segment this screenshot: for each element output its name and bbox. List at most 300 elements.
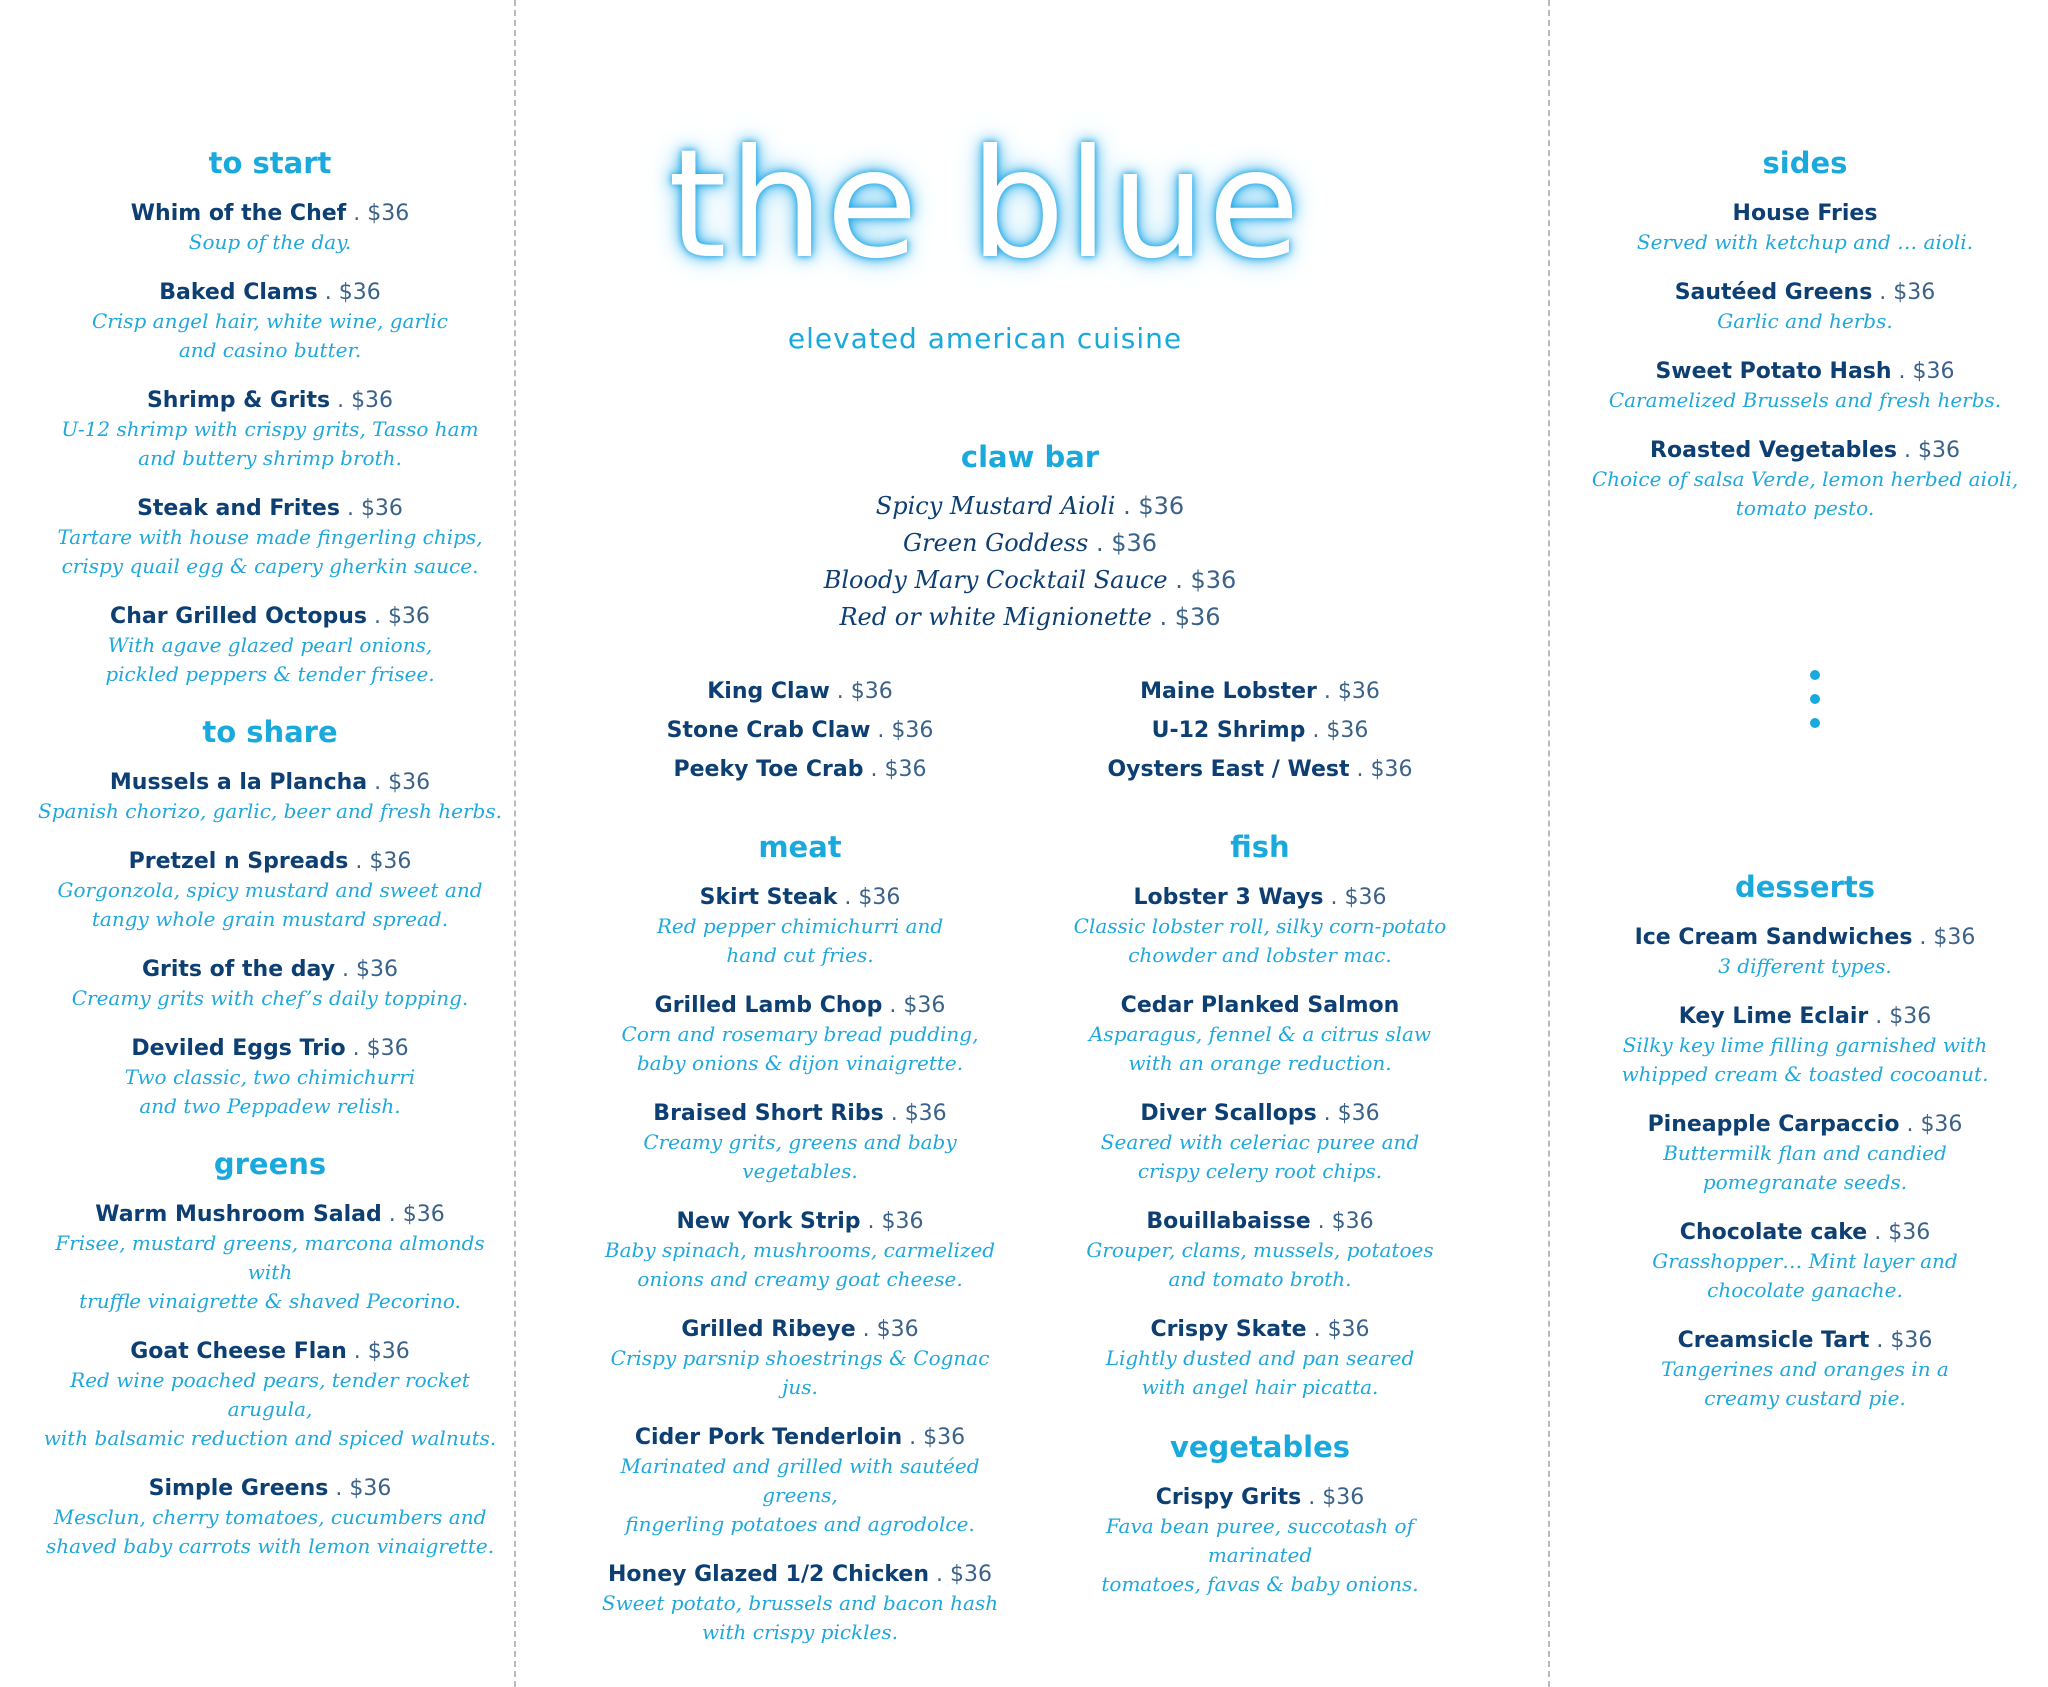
- price-separator: .: [1301, 1485, 1323, 1510]
- item-price: $36: [903, 993, 946, 1018]
- left-column: [30, 146, 510, 1583]
- price-separator: .: [328, 1476, 350, 1501]
- item-price: $36: [1889, 1004, 1932, 1029]
- item-description: chowder and lobster mac.: [1128, 943, 1392, 967]
- item-name: Mussels a la Plancha: [109, 770, 368, 795]
- price-separator: .: [346, 201, 368, 226]
- item-description: baby onions & dijon vinaigrette.: [636, 1051, 964, 1075]
- item-name: Cider Pork Tenderloin: [634, 1425, 903, 1450]
- menu-item: [1580, 200, 2030, 257]
- price-separator: .: [882, 993, 904, 1018]
- item-name: Honey Glazed 1/2 Chicken: [608, 1562, 930, 1587]
- price-separator: .: [1349, 757, 1371, 782]
- price-separator: .: [1896, 438, 1918, 463]
- menu-list: [1060, 884, 1460, 1402]
- item-price: $36: [1370, 757, 1413, 782]
- item-title-line: [1580, 1111, 2030, 1139]
- price-separator: .: [929, 1562, 950, 1587]
- price-separator: .: [346, 1339, 368, 1364]
- item-name: Char Grilled Octopus: [110, 604, 367, 629]
- item-title-line: [600, 1316, 1000, 1344]
- item-price: $36: [369, 849, 412, 874]
- section-greens: [30, 1147, 510, 1561]
- menu-item: [30, 387, 510, 473]
- price-separator: .: [1310, 1209, 1332, 1234]
- item-price: $36: [1933, 925, 1976, 950]
- menu-item: [1060, 1100, 1460, 1186]
- sauce-list: [600, 488, 1460, 636]
- item-name: Ice Cream Sandwiches: [1634, 925, 1913, 950]
- item-description: Crisp angel hair, white wine, garlic: [91, 309, 448, 333]
- menu-item: [30, 956, 510, 1013]
- item-title-line: [30, 769, 510, 797]
- item-title-line: [30, 1201, 510, 1229]
- item-title-line: [30, 603, 510, 631]
- section-title: greens: [213, 1147, 327, 1181]
- menu-item: [30, 1201, 510, 1316]
- item-name: Bouillabaisse: [1146, 1209, 1311, 1234]
- item-price: $36: [402, 1202, 445, 1227]
- item-name: Sautéed Greens: [1674, 280, 1873, 305]
- item-description: 3 different types.: [1718, 954, 1892, 978]
- sauce-name: Green Goddess: [902, 529, 1089, 557]
- item-description: Buttermilk flan and candied: [1663, 1141, 1947, 1165]
- item-description: with angel hair picatta.: [1141, 1375, 1379, 1399]
- price-separator: .: [1323, 885, 1345, 910]
- menu-item: [1580, 1003, 2030, 1089]
- price-separator: .: [335, 957, 357, 982]
- menu-item: [30, 1338, 510, 1453]
- section-sides: [1580, 146, 2030, 545]
- item-price: $36: [884, 757, 927, 782]
- item-price: $36: [367, 201, 410, 226]
- item-title-line: [30, 279, 510, 307]
- menu-item: [1060, 1316, 1460, 1402]
- item-name: Warm Mushroom Salad: [95, 1202, 382, 1227]
- item-description: shaved baby carrots with lemon vinaigrette.: [45, 1534, 495, 1558]
- item-description: with crispy pickles.: [701, 1620, 899, 1644]
- item-price: $36: [388, 770, 431, 795]
- sauce-name: Red or white Mignionette: [839, 603, 1152, 631]
- menu-item: [30, 769, 510, 826]
- item-description: creamy custard pie.: [1704, 1386, 1906, 1410]
- item-name: Creamsicle Tart: [1677, 1328, 1870, 1353]
- item-price: $36: [1893, 280, 1936, 305]
- item-name: Grilled Lamb Chop: [654, 993, 883, 1018]
- price-separator: .: [1912, 925, 1934, 950]
- item-description: tangy whole grain mustard spread.: [91, 907, 449, 931]
- price-separator: .: [1872, 280, 1894, 305]
- item-description: crispy quail egg & capery gherkin sauce.: [61, 554, 479, 578]
- item-name: Chocolate cake: [1679, 1220, 1868, 1245]
- item-title-line: [1580, 437, 2030, 465]
- item-title-line: [1060, 1208, 1460, 1236]
- menu-list: [30, 1201, 510, 1561]
- dot: [1810, 718, 1820, 728]
- item-description: Asparagus, fennel & a citrus slaw: [1088, 1022, 1431, 1046]
- dot: [1810, 694, 1820, 704]
- price-separator: .: [1316, 679, 1338, 704]
- menu-item: [600, 1561, 1000, 1647]
- section-to-share: [30, 715, 510, 1121]
- item-price: $36: [356, 957, 399, 982]
- item-title-line: [600, 1100, 1000, 1128]
- right-dashed-divider: [1548, 0, 1550, 1687]
- item-description: Frisee, mustard greens, marcona almonds with: [55, 1231, 485, 1284]
- item-description: and buttery shrimp broth.: [138, 446, 402, 470]
- menu-list: [600, 884, 1000, 1647]
- item-name: Cedar Planked Salmon: [1120, 993, 1400, 1018]
- menu-item: [600, 992, 1000, 1078]
- item-description: Mesclun, cherry tomatoes, cucumbers and: [53, 1505, 487, 1529]
- item-price: $36: [1337, 679, 1380, 704]
- menu-item: [30, 279, 510, 365]
- item-name: Crispy Grits: [1155, 1485, 1302, 1510]
- item-name: Grilled Ribeye: [681, 1317, 856, 1342]
- item-title-line: [30, 200, 510, 228]
- item-description: Red wine poached pears, tender rocket arugula,: [70, 1368, 470, 1421]
- item-description: Grasshopper… Mint layer and: [1652, 1249, 1958, 1273]
- item-description: With agave glazed pearl onions,: [107, 633, 433, 657]
- item-title-line: [600, 884, 1000, 912]
- item-name: Peeky Toe Crab: [673, 757, 864, 782]
- price-separator: .: [870, 718, 892, 743]
- menu-item: [1580, 924, 2030, 981]
- item-name: King Claw: [707, 679, 830, 704]
- menu-item: [600, 884, 1000, 970]
- logo: the blue: [667, 118, 1303, 292]
- sauce-name: Spicy Mustard Aioli: [875, 492, 1116, 520]
- item-description: Crispy parsnip shoestrings & Cognac jus.: [610, 1346, 990, 1399]
- item-title-line: [1580, 200, 2030, 228]
- menu-list: [1580, 200, 2030, 523]
- item-name: House Fries: [1732, 201, 1878, 226]
- item-price: $36: [923, 1425, 966, 1450]
- item-name: Diver Scallops: [1140, 1101, 1317, 1126]
- menu-item: [1060, 1484, 1460, 1599]
- price-separator: .: [837, 885, 859, 910]
- item-title-line: [1580, 1003, 2030, 1031]
- item-description: fingerling potatoes and agrodolce.: [625, 1512, 975, 1536]
- item-description: hand cut fries.: [726, 943, 874, 967]
- dot: [1810, 670, 1820, 680]
- item-name: Key Lime Eclair: [1678, 1004, 1869, 1029]
- item-name: Stone Crab Claw: [666, 718, 871, 743]
- item-description: Red pepper chimichurri and: [656, 914, 944, 938]
- menu-item: [1580, 437, 2030, 523]
- price-separator: .: [829, 679, 851, 704]
- item-price: $36: [1337, 1101, 1380, 1126]
- item-title-line: [600, 1208, 1000, 1236]
- section-title: desserts: [1734, 870, 1876, 904]
- menu-list: [1060, 1484, 1460, 1599]
- price-separator: .: [1868, 1004, 1890, 1029]
- tagline: elevated american cuisine: [787, 322, 1183, 355]
- section-title: claw bar: [960, 440, 1100, 474]
- item-name: Baked Clams: [159, 280, 318, 305]
- item-description: crispy celery root chips.: [1137, 1159, 1383, 1183]
- item-price: $36: [1344, 885, 1387, 910]
- item-title-line: [1580, 1327, 2030, 1355]
- menu-item: [600, 1208, 1000, 1294]
- item-description: Marinated and grilled with sautéed greens,: [620, 1454, 980, 1507]
- claw-bar-right-items: [1060, 672, 1460, 789]
- item-title-line: [600, 992, 1000, 1020]
- menu-list: [1580, 924, 2030, 1413]
- price-separator: .: [1305, 718, 1327, 743]
- price-separator: .: [902, 1425, 924, 1450]
- item-name: Simple Greens: [148, 1476, 329, 1501]
- claw-item: [600, 711, 1000, 750]
- price-separator: .: [1899, 1112, 1921, 1137]
- item-name: Roasted Vegetables: [1650, 438, 1897, 463]
- item-price: $36: [1331, 1209, 1374, 1234]
- item-price: $36: [950, 1562, 992, 1587]
- price-separator: .: [1306, 1317, 1328, 1342]
- item-price: $36: [1326, 718, 1369, 743]
- menu-item: [30, 1475, 510, 1561]
- item-description: Caramelized Brussels and fresh herbs.: [1608, 388, 2002, 412]
- section-title: fish: [1230, 830, 1290, 864]
- menu-item: [600, 1100, 1000, 1186]
- item-title-line: [30, 495, 510, 523]
- menu-item: [1060, 992, 1460, 1078]
- item-name: Shrimp & Grits: [146, 388, 331, 413]
- price-separator: .: [855, 1317, 877, 1342]
- item-description: Grouper, clams, mussels, potatoes: [1086, 1238, 1434, 1262]
- section-meat: [600, 830, 1000, 1669]
- item-name: U-12 Shrimp: [1151, 718, 1306, 743]
- item-name: New York Strip: [676, 1209, 861, 1234]
- item-description: Creamy grits, greens and baby vegetables.: [643, 1130, 957, 1183]
- claw-list: [600, 672, 1000, 789]
- item-name: Maine Lobster: [1140, 679, 1317, 704]
- item-title-line: [1580, 358, 2030, 386]
- item-price: $36: [904, 1101, 947, 1126]
- menu-item: [1060, 884, 1460, 970]
- menu-item: [1580, 1219, 2030, 1305]
- item-description: Seared with celeriac puree and: [1100, 1130, 1420, 1154]
- item-name: Lobster 3 Ways: [1133, 885, 1324, 910]
- item-name: Sweet Potato Hash: [1655, 359, 1892, 384]
- claw-item: [1060, 711, 1460, 750]
- sauce-item: [600, 599, 1460, 636]
- item-description: Spanish chorizo, garlic, beer and fresh herbs.: [38, 799, 502, 823]
- item-price: $36: [1890, 1328, 1933, 1353]
- menu-item: [1060, 1208, 1460, 1294]
- item-price: $36: [1190, 566, 1237, 594]
- item-title-line: [1060, 1100, 1460, 1128]
- price-separator: .: [381, 1202, 403, 1227]
- claw-item: [600, 672, 1000, 711]
- section-claw-bar: [600, 440, 1460, 636]
- item-title-line: [600, 1424, 1000, 1452]
- claw-item: [600, 750, 1000, 789]
- item-name: Crispy Skate: [1150, 1317, 1307, 1342]
- item-title-line: [1580, 1219, 2030, 1247]
- item-price: $36: [1888, 1220, 1931, 1245]
- section-to-start: [30, 146, 510, 689]
- menu-item: [30, 1035, 510, 1121]
- price-separator: .: [863, 757, 885, 782]
- item-title-line: [30, 1338, 510, 1366]
- price-separator: .: [860, 1209, 882, 1234]
- menu-item: [30, 848, 510, 934]
- price-separator: .: [1316, 1101, 1338, 1126]
- item-description: tomatoes, favas & baby onions.: [1101, 1572, 1419, 1596]
- section-title: meat: [758, 830, 842, 864]
- item-price: $36: [349, 1476, 392, 1501]
- item-name: Oysters East / West: [1107, 757, 1350, 782]
- item-price: $36: [366, 1036, 409, 1061]
- menu-item: [30, 495, 510, 581]
- menu-item: [1580, 279, 2030, 336]
- section-vegetables: [1060, 1430, 1460, 1599]
- price-separator: .: [366, 604, 388, 629]
- item-name: Pineapple Carpaccio: [1647, 1112, 1900, 1137]
- item-description: pomegranate seeds.: [1702, 1170, 1908, 1194]
- item-description: Sweet potato, brussels and bacon hash: [601, 1591, 999, 1615]
- price-separator: .: [1869, 1328, 1891, 1353]
- item-description: truffle vinaigrette & shaved Pecorino.: [79, 1289, 461, 1313]
- item-description: Gorgonzola, spicy mustard and sweet and: [57, 878, 483, 902]
- item-description: chocolate ganache.: [1707, 1278, 1903, 1302]
- item-price: $36: [1917, 438, 1960, 463]
- item-description: Choice of salsa Verde, lemon herbed aioli,: [1591, 467, 2019, 491]
- item-name: Pretzel n Spreads: [128, 849, 349, 874]
- item-description: Classic lobster roll, silky corn-potato: [1073, 914, 1447, 938]
- menu-item: [600, 1316, 1000, 1402]
- item-price: $36: [1322, 1485, 1365, 1510]
- item-description: with balsamic reduction and spiced walnuts.: [43, 1426, 497, 1450]
- section-fish: [1060, 830, 1460, 1621]
- item-description: Creamy grits with chef’s daily topping.: [71, 986, 469, 1010]
- section-title: to start: [208, 146, 332, 180]
- price-separator: .: [317, 280, 339, 305]
- item-description: Lightly dusted and pan seared: [1105, 1346, 1415, 1370]
- item-title-line: [1580, 279, 2030, 307]
- item-price: $36: [876, 1317, 919, 1342]
- item-price: $36: [881, 1209, 924, 1234]
- item-title-line: [600, 1561, 1000, 1589]
- left-dashed-divider: [514, 0, 516, 1687]
- claw-list: [1060, 672, 1460, 789]
- claw-item: [1060, 750, 1460, 789]
- item-name: Skirt Steak: [699, 885, 838, 910]
- menu-item: [1580, 1327, 2030, 1413]
- menu-item: [30, 603, 510, 689]
- item-price: $36: [1174, 603, 1221, 631]
- item-price: $36: [367, 1339, 410, 1364]
- item-price: $36: [1111, 529, 1158, 557]
- price-separator: .: [1867, 1220, 1889, 1245]
- item-name: Steak and Frites: [137, 496, 340, 521]
- item-description: U-12 shrimp with crispy grits, Tasso ham: [61, 417, 479, 441]
- item-description: Tangerines and oranges in a: [1661, 1357, 1949, 1381]
- item-title-line: [1060, 1484, 1460, 1512]
- item-description: Served with ketchup and … aioli.: [1636, 230, 1974, 254]
- item-price: $36: [387, 604, 430, 629]
- item-price: $36: [1327, 1317, 1370, 1342]
- section-title: to share: [202, 715, 338, 749]
- item-name: Goat Cheese Flan: [130, 1339, 347, 1364]
- menu-item: [600, 1424, 1000, 1539]
- item-description: and two Peppadew relish.: [139, 1094, 401, 1118]
- item-price: $36: [338, 280, 381, 305]
- item-title-line: [1060, 1316, 1460, 1344]
- sauce-item: [600, 525, 1460, 562]
- price-separator: .: [345, 1036, 367, 1061]
- item-description: onions and creamy goat cheese.: [637, 1267, 963, 1291]
- price-separator: .: [1151, 603, 1175, 631]
- price-separator: .: [1115, 492, 1139, 520]
- item-name: Whim of the Chef: [130, 201, 347, 226]
- item-name: Deviled Eggs Trio: [131, 1036, 346, 1061]
- item-price: $36: [850, 679, 893, 704]
- item-name: Grits of the day: [141, 957, 336, 982]
- item-description: with an orange reduction.: [1128, 1051, 1392, 1075]
- item-description: Soup of the day.: [188, 230, 352, 254]
- decorative-dots: [1810, 670, 1824, 742]
- price-separator: .: [1891, 359, 1913, 384]
- price-separator: .: [1167, 566, 1191, 594]
- item-price: $36: [891, 718, 934, 743]
- price-separator: .: [348, 849, 370, 874]
- item-description: tomato pesto.: [1735, 496, 1875, 520]
- section-desserts: [1580, 870, 2030, 1435]
- price-separator: .: [339, 496, 361, 521]
- sauce-item: [600, 488, 1460, 525]
- item-description: Fava bean puree, succotash of marinated: [1106, 1514, 1414, 1567]
- menu-item: [1580, 1111, 2030, 1197]
- section-title: vegetables: [1169, 1430, 1351, 1464]
- item-price: $36: [1912, 359, 1955, 384]
- item-price: $36: [1920, 1112, 1963, 1137]
- item-description: whipped cream & toasted cocoanut.: [1621, 1062, 1989, 1086]
- menu-item: [30, 200, 510, 257]
- section-title: sides: [1762, 146, 1848, 180]
- item-title-line: [1060, 992, 1460, 1020]
- item-title-line: [30, 387, 510, 415]
- item-description: and tomato broth.: [1168, 1267, 1352, 1291]
- price-separator: .: [330, 388, 352, 413]
- item-price: $36: [1138, 492, 1185, 520]
- item-description: pickled peppers & tender frisee.: [105, 662, 435, 686]
- item-price: $36: [858, 885, 901, 910]
- price-separator: .: [1088, 529, 1112, 557]
- item-title-line: [30, 956, 510, 984]
- menu-item: [1580, 358, 2030, 415]
- menu-list: [30, 200, 510, 689]
- item-description: Garlic and herbs.: [1717, 309, 1893, 333]
- claw-bar-left-items: [600, 672, 1000, 789]
- item-price: $36: [351, 388, 394, 413]
- claw-item: [1060, 672, 1460, 711]
- item-description: Baby spinach, mushrooms, carmelized: [604, 1238, 996, 1262]
- price-separator: .: [883, 1101, 905, 1126]
- item-description: Two classic, two chimichurri: [124, 1065, 416, 1089]
- item-price: $36: [360, 496, 403, 521]
- item-title-line: [30, 848, 510, 876]
- item-description: Corn and rosemary bread pudding,: [621, 1022, 979, 1046]
- item-description: Silky key lime filling garnished with: [1622, 1033, 1988, 1057]
- item-title-line: [30, 1475, 510, 1503]
- sauce-item: [600, 562, 1460, 599]
- menu-list: [30, 769, 510, 1121]
- item-title-line: [1060, 884, 1460, 912]
- item-description: and casino butter.: [178, 338, 362, 362]
- item-name: Braised Short Ribs: [653, 1101, 884, 1126]
